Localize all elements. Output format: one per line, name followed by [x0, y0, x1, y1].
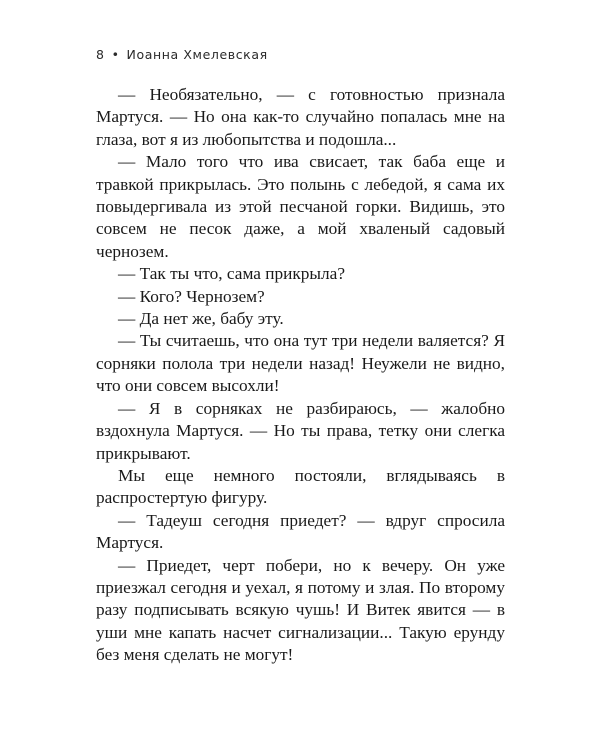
author-name: Иоанна Хмелевская: [126, 47, 268, 62]
paragraph: — Так ты что, сама прикрыла?: [118, 264, 346, 284]
paragraph: — Ты считаешь, что она тут три недели валяется? Я сорняки полола три недели назад! Неужели не видно, что они совсем высохли!: [96, 331, 505, 396]
page-number: 8: [96, 47, 105, 62]
paragraph: — Да нет же, бабу эту.: [118, 309, 284, 329]
paragraph: — Мало того что ива свисает, так баба еще и травкой прикрылась. Это полынь с лебедой, я сама их повыдергивала из этой песчаной горки. Видишь, это совсем не песок даже, а мой хваленый садовый чернозем.: [96, 152, 505, 261]
paragraph: — Кого? Чернозем?: [118, 286, 265, 306]
paragraph: — Я в сорняках не разбираюсь, — жалобно вздохнула Мартуся. — Но ты права, тетку они слегка прикрывают.: [96, 398, 505, 463]
paragraph: Мы еще немного постояли, вглядываясь в распростертую фигуру.: [96, 465, 505, 508]
separator-dot: •: [111, 47, 120, 62]
paragraph: — Необязательно, — с готовностью признала Мартуся. — Но она как-то случайно попалась мне на глаза, вот я из любопытства и подошла...: [96, 85, 505, 149]
running-head: [96, 47, 268, 62]
body-text: [96, 84, 505, 667]
paragraph: — Тадеуш сегодня приедет? — вдруг спросила Мартуся.: [96, 510, 505, 553]
paragraph: — Приедет, черт побери, но к вечеру. Он уже приезжал сегодня и уехал, я потому и злая. По второму разу подписывать всякую чушь! И Витек явится — в уши мне капать насчет сигнализации... Такую ерунду без меня сделать не могут!: [96, 555, 505, 665]
